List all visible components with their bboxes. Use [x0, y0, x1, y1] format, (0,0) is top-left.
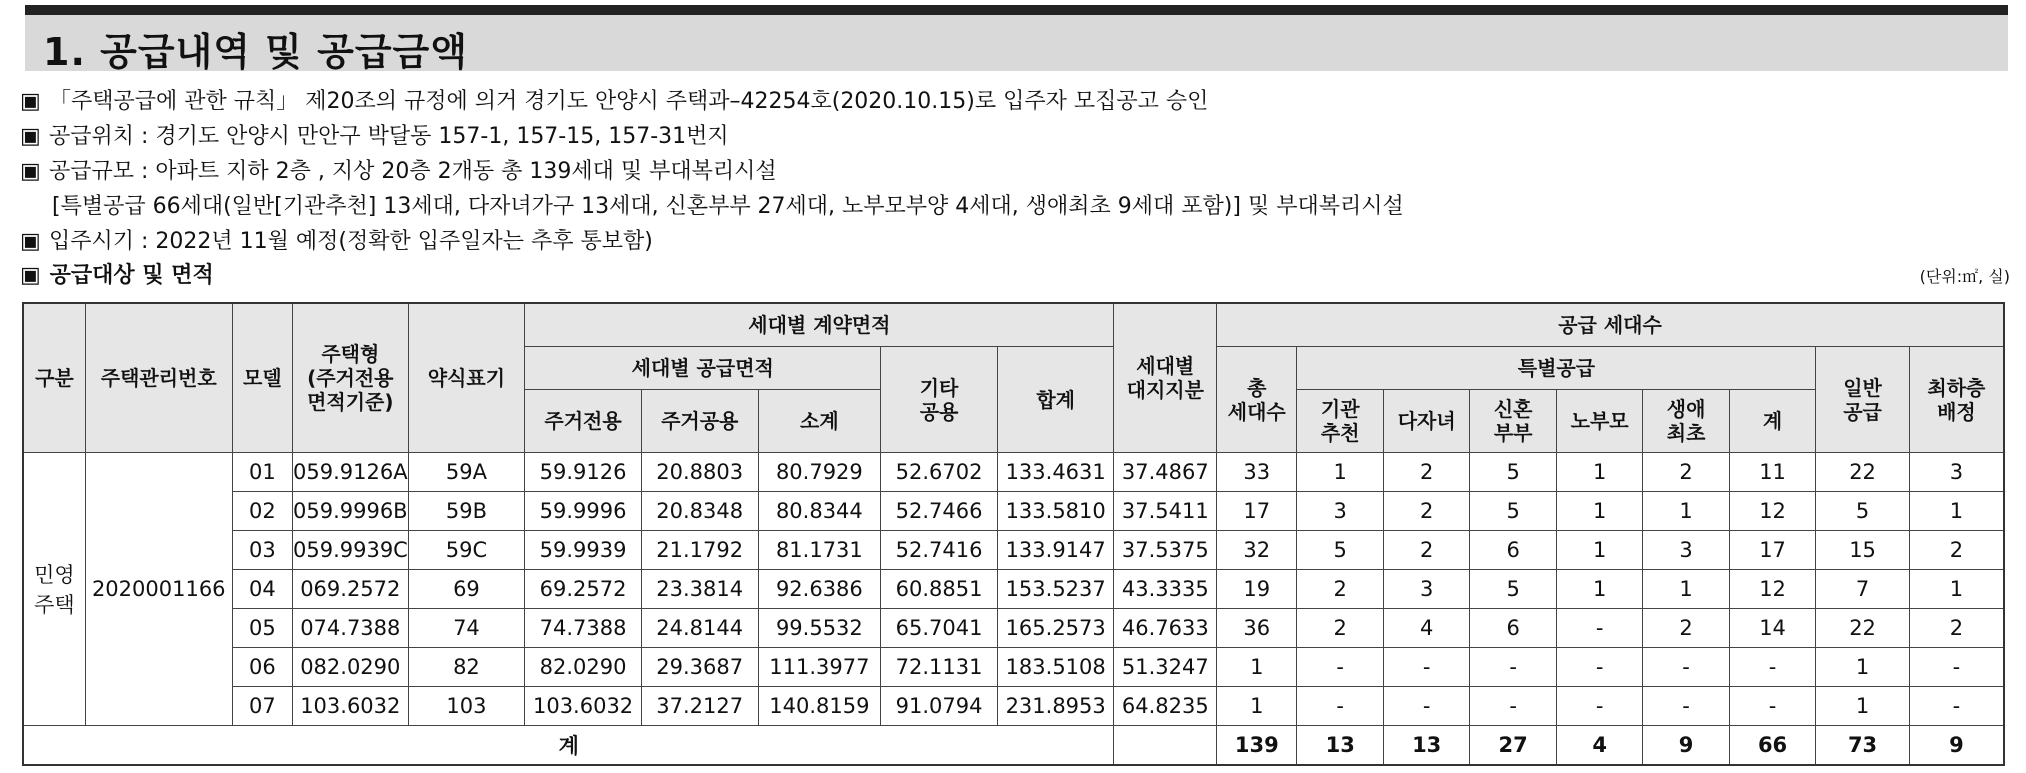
cell-total: 165.2573 [997, 609, 1114, 648]
total-multi: 13 [1383, 726, 1469, 766]
cell-model: 06 [232, 648, 292, 687]
bullet-movein: ▣ 입주시기 : 2022년 11월 예정(정확한 입주일자는 추후 통보함) [20, 224, 1404, 259]
total-units: 139 [1217, 726, 1297, 766]
th-supply-units: 공급 세대수 [1217, 303, 2004, 347]
th-common: 주거공용 [641, 390, 758, 453]
cell-lowest: 1 [1909, 492, 2004, 531]
cell-elderly: 1 [1556, 492, 1642, 531]
cell-multi: 4 [1383, 609, 1469, 648]
th-abbr: 약식표기 [408, 303, 525, 453]
bullet-location: ▣ 공급위치 : 경기도 안양시 만안구 박달동 157-1, 157-15, 157-31번지 [20, 119, 1404, 154]
cell-general: 22 [1816, 453, 1910, 492]
square-bullet-icon: ▣ [20, 159, 41, 184]
total-elderly: 4 [1556, 726, 1642, 766]
cell-excl: 59.9126 [525, 453, 642, 492]
cell-lowest: 3 [1909, 453, 2004, 492]
cell-land: 43.3335 [1114, 570, 1217, 609]
th-sum: 계 [1729, 390, 1815, 453]
th-elderly: 노부모 [1556, 390, 1642, 453]
cell-subtotal: 140.8159 [758, 687, 881, 726]
cell-other: 52.6702 [881, 453, 998, 492]
section-title: 1. 공급내역 및 공급금액 [43, 30, 468, 74]
cell-units: 1 [1217, 648, 1297, 687]
cell-lowest: - [1909, 648, 2004, 687]
cell-multi: 2 [1383, 492, 1469, 531]
cell-total: 153.5237 [997, 570, 1114, 609]
cell-multi: - [1383, 687, 1469, 726]
cell-model: 07 [232, 687, 292, 726]
cell-type: 074.7388 [292, 609, 408, 648]
table-row [23, 531, 2004, 570]
th-first: 생애 최초 [1643, 390, 1729, 453]
cell-excl: 69.2572 [525, 570, 642, 609]
cell-sum: - [1729, 648, 1815, 687]
cell-model: 01 [232, 453, 292, 492]
cell-inst: 5 [1297, 531, 1383, 570]
cell-inst: 1 [1297, 453, 1383, 492]
cell-subtotal: 80.7929 [758, 453, 881, 492]
cell-newly: - [1470, 648, 1556, 687]
table-row [23, 492, 2004, 531]
cell-lowest: 2 [1909, 609, 2004, 648]
cell-other: 52.7466 [881, 492, 998, 531]
total-row [23, 726, 2004, 766]
cell-subtotal: 92.6386 [758, 570, 881, 609]
total-label: 계 [23, 726, 1114, 766]
cell-first: 2 [1643, 609, 1729, 648]
cell-type: 082.0290 [292, 648, 408, 687]
cell-model: 05 [232, 609, 292, 648]
cell-inst: 3 [1297, 492, 1383, 531]
cell-total: 231.8953 [997, 687, 1114, 726]
cell-excl: 82.0290 [525, 648, 642, 687]
cell-total: 183.5108 [997, 648, 1114, 687]
cell-first: 3 [1643, 531, 1729, 570]
cell-type: 069.2572 [292, 570, 408, 609]
cell-general: 5 [1816, 492, 1910, 531]
total-sum: 66 [1729, 726, 1815, 766]
cell-elderly: 1 [1556, 453, 1642, 492]
cell-abbr: 69 [408, 570, 525, 609]
cell-elderly: 1 [1556, 531, 1642, 570]
cell-abbr: 59C [408, 531, 525, 570]
cell-general: 1 [1816, 687, 1910, 726]
cell-common: 29.3687 [641, 648, 758, 687]
cell-other: 72.1131 [881, 648, 998, 687]
cell-units: 1 [1217, 687, 1297, 726]
cell-newly: 5 [1470, 453, 1556, 492]
table-subheading: ▣ 공급대상 및 면적 [20, 263, 214, 288]
cell-type: 059.9126A [292, 453, 408, 492]
th-total-area: 합계 [997, 347, 1114, 453]
table-row [23, 687, 2004, 726]
th-supply-area: 세대별 공급면적 [525, 347, 881, 390]
notice-bullets [20, 84, 1404, 259]
cell-subtotal: 80.8344 [758, 492, 881, 531]
bullet-approval: ▣ 「주택공급에 관한 규칙」 제20조의 규정에 의거 경기도 안양시 주택과–42254호(2020.10.15)로 입주자 모집공고 승인 [20, 84, 1404, 119]
cell-land: 51.3247 [1114, 648, 1217, 687]
cell-general: 15 [1816, 531, 1910, 570]
th-excl: 주거전용 [525, 390, 642, 453]
total-blank [1114, 726, 1217, 766]
th-other-common: 기타 공용 [881, 347, 998, 453]
cell-type: 059.9939C [292, 531, 408, 570]
cell-general: 1 [1816, 648, 1910, 687]
cell-other: 65.7041 [881, 609, 998, 648]
cell-newly: 6 [1470, 531, 1556, 570]
cell-other: 60.8851 [881, 570, 998, 609]
cell-elderly: - [1556, 687, 1642, 726]
cell-excl: 74.7388 [525, 609, 642, 648]
cell-common: 20.8348 [641, 492, 758, 531]
cell-total: 133.5810 [997, 492, 1114, 531]
cell-first: 1 [1643, 492, 1729, 531]
cell-common: 24.8144 [641, 609, 758, 648]
cell-total: 133.9147 [997, 531, 1114, 570]
top-rule [25, 5, 2008, 15]
cell-abbr: 82 [408, 648, 525, 687]
cell-lowest: 2 [1909, 531, 2004, 570]
total-newly: 27 [1470, 726, 1556, 766]
cell-first: - [1643, 648, 1729, 687]
cell-subtotal: 81.1731 [758, 531, 881, 570]
cell-first: 1 [1643, 570, 1729, 609]
cell-first: 2 [1643, 453, 1729, 492]
cell-type: 103.6032 [292, 687, 408, 726]
table-row [23, 648, 2004, 687]
th-subtotal: 소계 [758, 390, 881, 453]
cell-multi: - [1383, 648, 1469, 687]
th-lowest: 최하층 배정 [1909, 347, 2004, 453]
mgmt-number-cell: 2020001166 [85, 453, 232, 726]
table-row [23, 570, 2004, 609]
th-contract-area: 세대별 계약면적 [525, 303, 1114, 347]
cell-abbr: 74 [408, 609, 525, 648]
cell-lowest: 1 [1909, 570, 2004, 609]
cell-newly: 5 [1470, 492, 1556, 531]
cell-common: 23.3814 [641, 570, 758, 609]
bullet-special-detail: [특별공급 66세대(일반[기관추천] 13세대, 다자녀가구 13세대, 신혼부부 27세대, 노부모부양 4세대, 생애최초 9세대 포함)] 및 부대복리시설 [52, 194, 1404, 219]
cell-inst: 2 [1297, 609, 1383, 648]
category-cell: 민영 주택 [23, 453, 85, 726]
cell-abbr: 59B [408, 492, 525, 531]
cell-newly: - [1470, 687, 1556, 726]
cell-excl: 59.9939 [525, 531, 642, 570]
cell-abbr: 59A [408, 453, 525, 492]
table-row [23, 609, 2004, 648]
cell-type: 059.9996B [292, 492, 408, 531]
section-title-bar [25, 15, 2008, 74]
th-mgmt-no: 주택관리번호 [85, 303, 232, 453]
cell-sum: 14 [1729, 609, 1815, 648]
cell-land: 37.4867 [1114, 453, 1217, 492]
bullet-scale: ▣ 공급규모 : 아파트 지하 2층 , 지상 20층 2개동 총 139세대 및 부대복리시설 [20, 154, 1404, 189]
cell-lowest: - [1909, 687, 2004, 726]
square-bullet-icon: ▣ [20, 89, 41, 114]
cell-model: 03 [232, 531, 292, 570]
th-general: 일반 공급 [1816, 347, 1910, 453]
cell-land: 64.8235 [1114, 687, 1217, 726]
total-inst: 13 [1297, 726, 1383, 766]
cell-model: 04 [232, 570, 292, 609]
cell-land: 46.7633 [1114, 609, 1217, 648]
cell-units: 17 [1217, 492, 1297, 531]
cell-common: 37.2127 [641, 687, 758, 726]
total-general: 73 [1816, 726, 1910, 766]
cell-common: 20.8803 [641, 453, 758, 492]
cell-sum: 12 [1729, 492, 1815, 531]
cell-land: 37.5375 [1114, 531, 1217, 570]
total-first: 9 [1643, 726, 1729, 766]
cell-total: 133.4631 [997, 453, 1114, 492]
cell-other: 52.7416 [881, 531, 998, 570]
cell-elderly: 1 [1556, 570, 1642, 609]
table-row [23, 453, 2004, 492]
cell-land: 37.5411 [1114, 492, 1217, 531]
th-house-type: 주택형 (주거전용 면적기준) [292, 303, 408, 453]
cell-general: 7 [1816, 570, 1910, 609]
th-inst: 기관 추천 [1297, 390, 1383, 453]
cell-multi: 2 [1383, 531, 1469, 570]
th-land-share: 세대별 대지지분 [1114, 303, 1217, 453]
cell-sum: 11 [1729, 453, 1815, 492]
th-model: 모델 [232, 303, 292, 453]
th-newly: 신혼 부부 [1470, 390, 1556, 453]
cell-inst: - [1297, 687, 1383, 726]
cell-general: 22 [1816, 609, 1910, 648]
cell-subtotal: 99.5532 [758, 609, 881, 648]
supply-table [22, 302, 2005, 766]
cell-units: 36 [1217, 609, 1297, 648]
unit-note: (단위:㎡, 실) [1919, 267, 2010, 286]
cell-units: 19 [1217, 570, 1297, 609]
cell-model: 02 [232, 492, 292, 531]
cell-sum: 12 [1729, 570, 1815, 609]
cell-elderly: - [1556, 609, 1642, 648]
cell-units: 33 [1217, 453, 1297, 492]
cell-sum: 17 [1729, 531, 1815, 570]
cell-subtotal: 111.3977 [758, 648, 881, 687]
cell-common: 21.1792 [641, 531, 758, 570]
cell-first: - [1643, 687, 1729, 726]
cell-newly: 5 [1470, 570, 1556, 609]
cell-elderly: - [1556, 648, 1642, 687]
total-lowest: 9 [1909, 726, 2004, 766]
cell-units: 32 [1217, 531, 1297, 570]
cell-multi: 3 [1383, 570, 1469, 609]
th-gubun: 구분 [23, 303, 85, 453]
th-multi: 다자녀 [1383, 390, 1469, 453]
cell-excl: 103.6032 [525, 687, 642, 726]
cell-newly: 6 [1470, 609, 1556, 648]
cell-multi: 2 [1383, 453, 1469, 492]
cell-excl: 59.9996 [525, 492, 642, 531]
th-special: 특별공급 [1297, 347, 1816, 390]
th-total-units: 총 세대수 [1217, 347, 1297, 453]
cell-abbr: 103 [408, 687, 525, 726]
cell-sum: - [1729, 687, 1815, 726]
cell-other: 91.0794 [881, 687, 998, 726]
cell-inst: 2 [1297, 570, 1383, 609]
square-bullet-icon: ▣ [20, 263, 41, 288]
square-bullet-icon: ▣ [20, 229, 41, 254]
cell-inst: - [1297, 648, 1383, 687]
square-bullet-icon: ▣ [20, 124, 41, 149]
